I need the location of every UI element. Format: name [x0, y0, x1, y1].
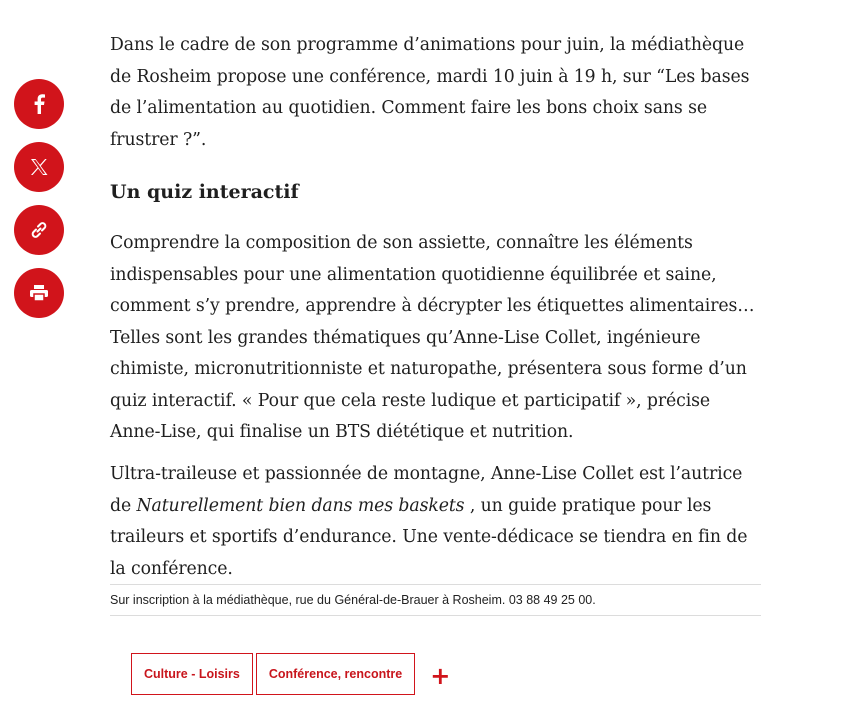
- article-intro: [110, 30, 765, 156]
- tag-culture-loisirs[interactable]: Culture - Loisirs: [131, 653, 253, 695]
- tag-list: [131, 653, 450, 695]
- share-x-button[interactable]: [14, 142, 64, 192]
- more-tags-button[interactable]: +: [430, 662, 451, 690]
- practical-info: Sur inscription à la médiathèque, rue du Général-de-Brauer à Rosheim. 03 88 49 25 00.: [110, 584, 761, 616]
- book-title: Naturellement bien dans mes baskets: [136, 495, 465, 516]
- share-bar: [14, 79, 64, 318]
- copy-link-button[interactable]: [14, 205, 64, 255]
- section-heading: Un quiz interactif: [110, 181, 299, 203]
- article-author: [110, 459, 765, 585]
- author-paragraph: [110, 459, 765, 585]
- print-button[interactable]: [14, 268, 64, 318]
- tag-conference-rencontre[interactable]: Conférence, rencontre: [256, 653, 415, 695]
- share-facebook-button[interactable]: [14, 79, 64, 129]
- x-icon: [30, 158, 48, 176]
- body-paragraph: Comprendre la composition de son assiette, connaître les éléments indispensables pour une alimentation quotidienne équilibrée et saine, comment s’y prendre, apprendre à décrypter les étiquettes alimentaires… Telles sont les grandes thématiques qu’Anne-Lise Collet, ingénieure chimiste, micronutritionniste et naturopathe, présentera sous forme d’un quiz interactif. « Pour que cela reste ludique et participatif », précise Anne-Lise, qui finalise un BTS diététique et nutrition.: [110, 233, 755, 442]
- intro-paragraph: Dans le cadre de son programme d’animations pour juin, la médiathèque de Rosheim propose une conférence, mardi 10 juin à 19 h, sur “Les bases de l’alimentation au quotidien. Comment faire les bons choix sans se frustrer ?”.: [110, 35, 750, 150]
- link-icon: [29, 220, 49, 240]
- author-text-end: , un guide pratique pour les traileurs et sportifs d’endurance. Une vente-dédicace se tiendra en fin de la conférence.: [110, 495, 748, 579]
- article-body: [110, 228, 765, 449]
- facebook-icon: [33, 94, 45, 114]
- print-icon: [29, 284, 49, 302]
- author-text: Ultra-traileuse et passionnée de montagne, Anne-Lise Collet est l’autrice de: [110, 464, 743, 516]
